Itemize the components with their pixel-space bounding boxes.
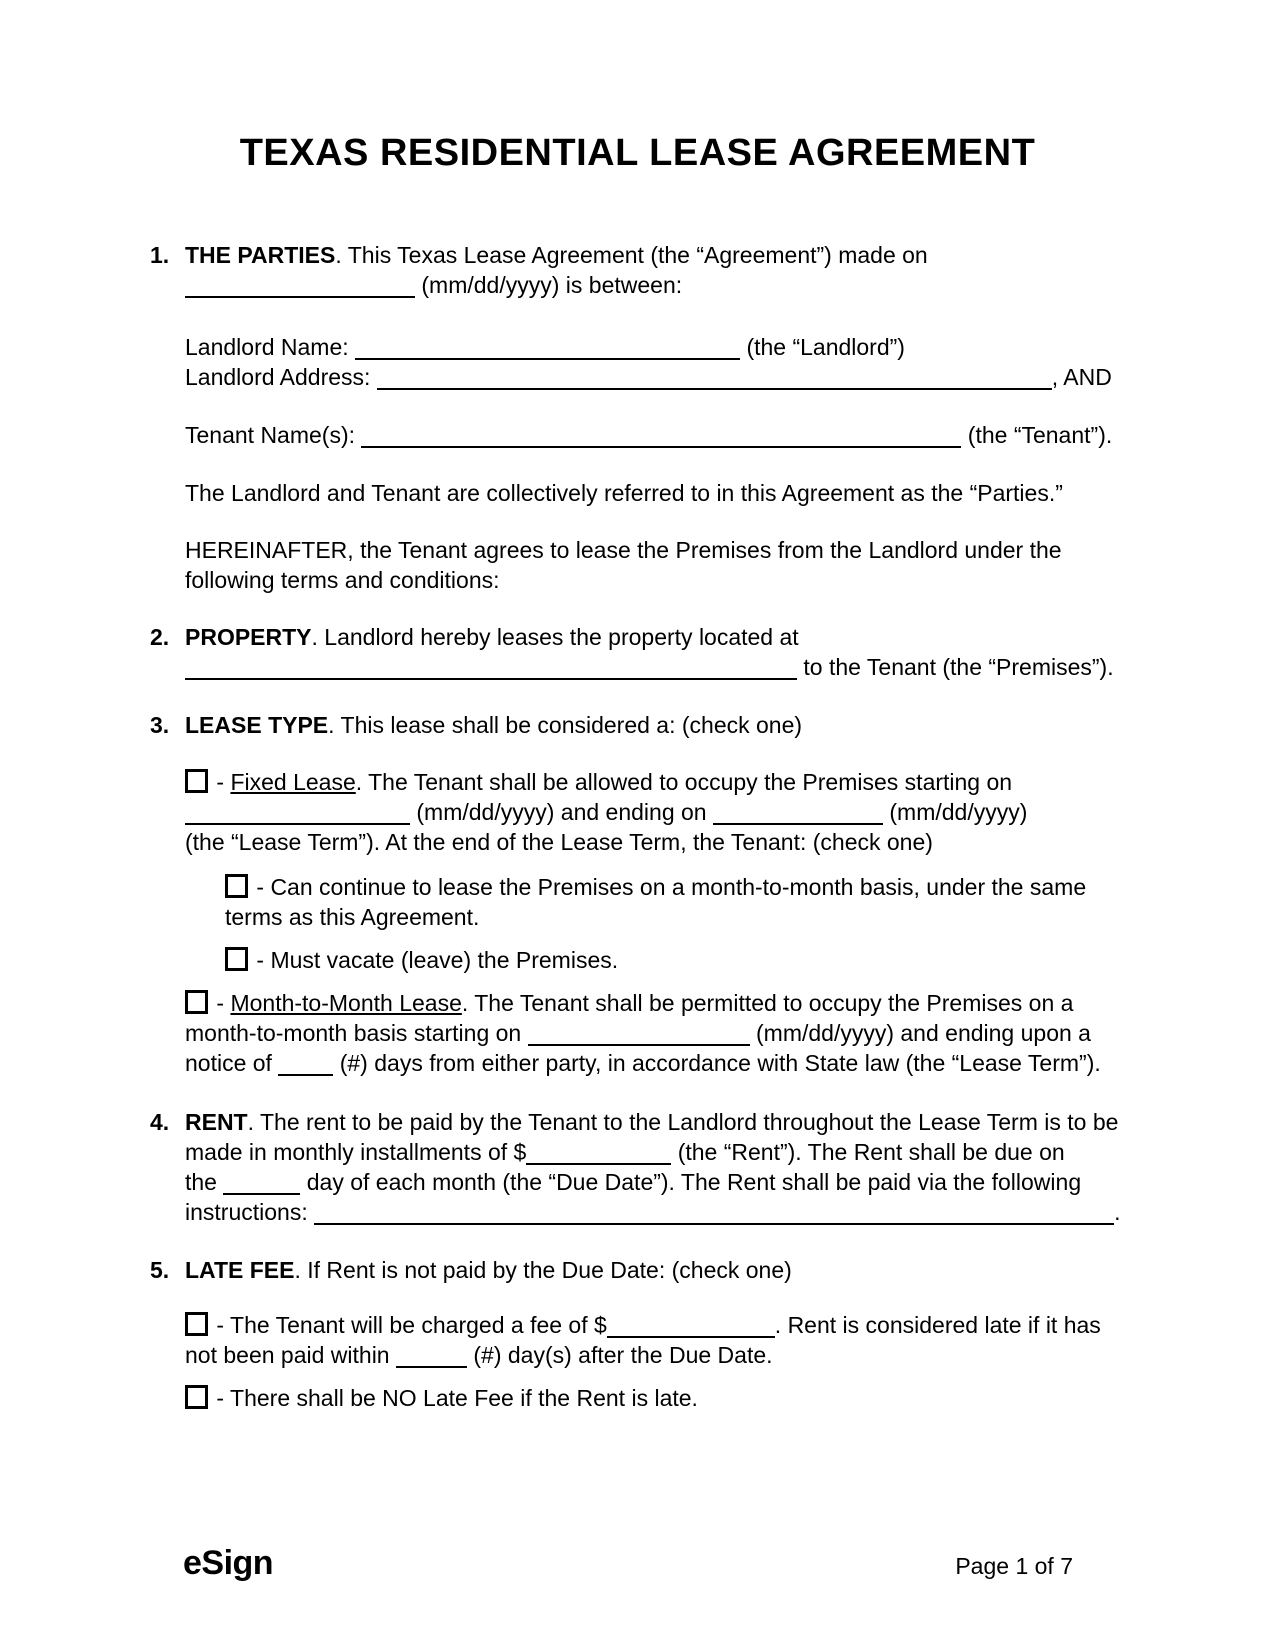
section-number: 4.	[150, 1109, 170, 1135]
text-segment: instructions:	[185, 1199, 308, 1225]
page-indicator: Page 1 of 7	[955, 1553, 1073, 1579]
continue-month-to-month-checkbox[interactable]	[225, 874, 248, 898]
paragraph-landlord	[185, 332, 1135, 392]
section-heading: LATE FEE	[185, 1257, 295, 1283]
rent-amount-blank[interactable]	[526, 1140, 671, 1165]
m2m-start-date-blank[interactable]	[528, 1021, 750, 1046]
text-segment: (mm/dd/yyyy)	[889, 799, 1028, 825]
text-segment: following terms and conditions:	[185, 567, 500, 593]
text-segment: day of each month (the “Due Date”). The Rent shall be paid via the following	[306, 1169, 1082, 1195]
paragraph-rent	[185, 1107, 1135, 1227]
landlord-address-label: Landlord Address:	[185, 364, 371, 390]
text-segment: . The Tenant shall be allowed to occupy the Premises starting on	[355, 769, 1013, 795]
text-segment: . The Tenant shall be permitted to occupy the Premises on a	[461, 990, 1074, 1016]
text-segment: -	[216, 990, 225, 1016]
page-footer	[183, 1544, 1073, 1582]
no-late-fee-checkbox[interactable]	[185, 1385, 208, 1409]
m2m-notice-days-blank[interactable]	[278, 1051, 333, 1076]
esign-logo: eSign	[183, 1544, 274, 1582]
section-heading: RENT	[185, 1109, 248, 1135]
text-segment: . This Texas Lease Agreement (the “Agreement”) made on	[335, 242, 928, 268]
text-segment: the	[185, 1169, 217, 1195]
rent-due-day-blank[interactable]	[223, 1170, 300, 1195]
text-segment: - The Tenant will be charged a fee of $	[216, 1312, 607, 1338]
text-segment: (mm/dd/yyyy) is between:	[421, 272, 683, 298]
text-segment: - Must vacate (leave) the Premises.	[256, 947, 619, 973]
section-number: 3.	[150, 712, 170, 738]
text-segment: . This lease shall be considered a: (check one)	[328, 712, 803, 738]
section-parties	[150, 240, 1135, 622]
late-fee-amount-blank[interactable]	[607, 1313, 775, 1338]
text-segment: terms as this Agreement.	[225, 904, 480, 930]
page-title: TEXAS RESIDENTIAL LEASE AGREEMENT	[239, 132, 1036, 174]
section-heading: PROPERTY	[185, 624, 312, 650]
option-fixed-lease	[185, 767, 1135, 857]
agreement-date-blank[interactable]	[185, 273, 415, 298]
section-number: 5.	[150, 1257, 170, 1283]
late-fee-checkbox[interactable]	[185, 1312, 208, 1336]
section-heading: THE PARTIES	[185, 242, 336, 268]
text-segment: - Can continue to lease the Premises on a month-to-month basis, under the same	[256, 874, 1087, 900]
landlord-address-blank[interactable]	[377, 365, 1052, 390]
text-segment: (the “Landlord”)	[746, 334, 905, 360]
property-address-blank[interactable]	[185, 655, 797, 680]
section-number: 1.	[150, 242, 170, 268]
tenant-names-label: Tenant Name(s):	[185, 422, 356, 448]
text-segment: (the “Rent”). The Rent shall be due on	[677, 1139, 1065, 1165]
text-segment: (mm/dd/yyyy) and ending upon a	[756, 1020, 1091, 1046]
paragraph-lease-type-intro	[185, 710, 1135, 740]
text-segment: . The rent to be paid by the Tenant to the Landlord throughout the Lease Term is to be	[247, 1109, 1119, 1135]
month-to-month-label: Month-to-Month Lease	[230, 990, 462, 1016]
option-no-late-fee	[185, 1383, 1135, 1413]
text-segment: HEREINAFTER, the Tenant agrees to lease the Premises from the Landlord under the	[185, 537, 1062, 563]
option-month-to-month-lease	[185, 988, 1135, 1078]
fixed-lease-label: Fixed Lease	[230, 769, 356, 795]
payment-instructions-blank[interactable]	[314, 1200, 1114, 1225]
tenant-names-blank[interactable]	[361, 423, 961, 448]
paragraph-hereinafter	[185, 535, 1135, 595]
text-segment: (mm/dd/yyyy) and ending on	[416, 799, 707, 825]
must-vacate-checkbox[interactable]	[225, 947, 248, 971]
option-continue-month-to-month	[225, 872, 1135, 932]
text-segment: (the “Tenant”).	[967, 422, 1113, 448]
text-segment: .	[1114, 1199, 1121, 1225]
fixed-end-date-blank[interactable]	[713, 800, 883, 825]
section-number: 2.	[150, 624, 170, 650]
section-lease-type	[150, 710, 1135, 1107]
option-must-vacate	[225, 945, 1135, 975]
text-segment: . If Rent is not paid by the Due Date: (check one)	[294, 1257, 792, 1283]
landlord-name-blank[interactable]	[355, 335, 740, 360]
text-segment: (the “Lease Term”). At the end of the Lease Term, the Tenant: (check one)	[185, 829, 933, 855]
paragraph-parties-intro	[185, 240, 1135, 300]
text-segment: . Rent is considered late if it has	[774, 1312, 1101, 1338]
section-heading: LEASE TYPE	[185, 712, 329, 738]
text-segment: , AND	[1051, 364, 1112, 390]
section-rent	[150, 1107, 1135, 1255]
text-segment: notice of	[185, 1050, 272, 1076]
text-segment: (#) days from either party, in accordance with State law (the “Lease Term”).	[339, 1050, 1101, 1076]
document-content	[0, 240, 1275, 1413]
paragraph-late-fee-intro	[185, 1255, 1135, 1285]
option-late-fee-charged	[185, 1310, 1135, 1370]
fixed-lease-checkbox[interactable]	[185, 769, 208, 793]
fixed-start-date-blank[interactable]	[185, 800, 410, 825]
paragraph-collective	[185, 478, 1135, 508]
text-segment: not been paid within	[185, 1342, 390, 1368]
text-segment: - There shall be NO Late Fee if the Rent is late.	[216, 1385, 698, 1411]
text-segment: (#) day(s) after the Due Date.	[473, 1342, 773, 1368]
text-segment: month-to-month basis starting on	[185, 1020, 522, 1046]
section-property	[150, 622, 1135, 710]
text-segment: made in monthly installments of $	[185, 1139, 527, 1165]
late-fee-days-blank[interactable]	[396, 1343, 467, 1368]
month-to-month-lease-checkbox[interactable]	[185, 990, 208, 1014]
text-segment: to the Tenant (the “Premises”).	[803, 654, 1114, 680]
paragraph-tenant	[185, 420, 1135, 450]
paragraph-property	[185, 622, 1135, 682]
text-segment: The Landlord and Tenant are collectively referred to in this Agreement as the “Parties.”	[185, 480, 1063, 506]
section-late-fee	[150, 1255, 1135, 1413]
text-segment: . Landlord hereby leases the property located at	[311, 624, 799, 650]
landlord-name-label: Landlord Name:	[185, 334, 349, 360]
text-segment: -	[216, 769, 225, 795]
